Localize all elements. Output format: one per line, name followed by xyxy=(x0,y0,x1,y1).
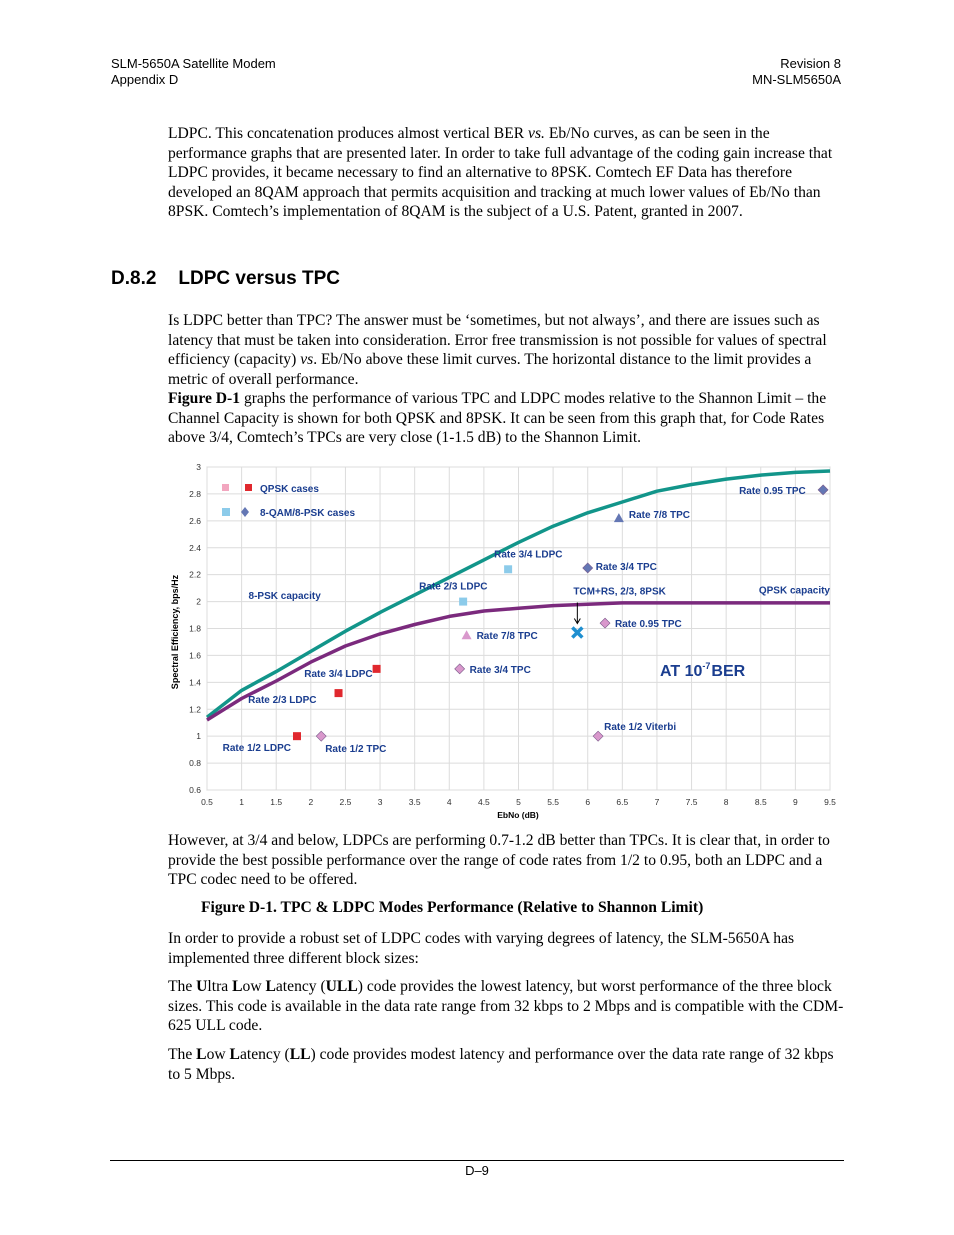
legend-qpsk-label: QPSK cases xyxy=(260,484,319,495)
legend-8psk-label: 8-QAM/8-PSK cases xyxy=(260,508,356,519)
page-number: D–9 xyxy=(465,1163,489,1178)
legend-8psk-light-swatch xyxy=(222,508,230,516)
x-tick-label: 9.5 xyxy=(824,797,836,807)
text: ltra xyxy=(207,978,233,995)
page-header-right xyxy=(752,56,841,88)
paragraph-ll xyxy=(168,1045,844,1084)
paragraph-ldpc-vs-tpc xyxy=(168,311,844,389)
section-number: D.8.2 xyxy=(111,268,157,289)
paragraph-ldpc-advantage: However, at 3/4 and below, LDPCs are performing 0.7-1.2 dB better than TPCs. It is clear that, in order to provide the best possible performance over the range of code rates from 1/2 to 0.95, both an LDPC and a TPC codec need to be offered. xyxy=(168,832,830,889)
point-marker-square xyxy=(293,732,301,740)
performance-chart xyxy=(168,458,834,823)
header-doc-number: MN-SLM5650A xyxy=(752,72,841,87)
x-tick-label: 3 xyxy=(377,797,383,807)
x-tick-label: 1.5 xyxy=(270,797,283,807)
footer-rule xyxy=(110,1160,844,1161)
point-label: Rate 2/3 LDPC xyxy=(419,581,488,593)
point-marker-square xyxy=(504,565,512,573)
y-tick-label: 1.6 xyxy=(189,650,201,661)
point-label: Rate 1/2 Viterbi xyxy=(604,722,677,734)
legend-qpsk-light-swatch xyxy=(222,484,229,491)
text-bold: ULL xyxy=(325,978,358,995)
x-tick-label: 2 xyxy=(308,797,314,807)
text-italic: vs. xyxy=(528,125,545,142)
x-tick-label: 7.5 xyxy=(685,797,698,807)
y-tick-label: 2.6 xyxy=(189,515,201,526)
y-tick-label: 1.8 xyxy=(189,623,201,634)
chart-y-label: Spectral Efficiency, bps/Hz xyxy=(170,574,180,690)
x-tick-label: 0.5 xyxy=(201,797,213,807)
x-tick-label: 8.5 xyxy=(754,797,767,807)
y-tick-label: 3 xyxy=(196,462,201,472)
point-label: TCM+RS, 2/3, 8PSK xyxy=(573,586,666,598)
page-header-left xyxy=(111,56,276,88)
text: . Eb/No above these limit curves. The horizontal distance to the limit provides a metric of overall performance. xyxy=(168,351,812,388)
x-tick-label: 6.5 xyxy=(616,797,629,807)
text-bold: L xyxy=(265,978,276,995)
x-tick-label: 5 xyxy=(516,797,521,807)
paragraph-ldpc-8qam xyxy=(168,124,844,222)
x-tick-label: 1 xyxy=(239,797,244,807)
y-tick-label: 1.2 xyxy=(189,704,201,715)
text-bold: L xyxy=(232,978,243,995)
text: The xyxy=(168,978,197,995)
point-label: Rate 3/4 TPC xyxy=(469,664,531,676)
series-label: 8-PSK capacity xyxy=(248,590,321,602)
ber-at: AT 10 xyxy=(660,663,703,680)
text: atency ( xyxy=(275,978,326,995)
text: ow xyxy=(242,978,266,995)
series-label: QPSK capacity xyxy=(758,585,830,597)
x-tick-label: 9 xyxy=(793,797,798,807)
text: ow xyxy=(206,1046,230,1063)
y-tick-label: 2.2 xyxy=(189,569,201,580)
x-tick-label: 3.5 xyxy=(408,797,421,807)
point-marker-square xyxy=(459,598,467,606)
x-tick-label: 5.5 xyxy=(547,797,560,807)
point-label: Rate 0.95 TPC xyxy=(615,619,682,631)
ber-exp: -7 xyxy=(702,661,711,671)
text: graphs the performance of various TPC and LDPC modes relative to the Shannon Limit – the Channel Capacity is shown for both QPSK and 8PSK. It can be seen from this graph that, for Code Rates above 3/4, Comtech’s TPCs are very close (1-1.5 dB) to the Shannon Limit. xyxy=(168,390,827,447)
text: LDPC. This concatenation produces almost vertical BER xyxy=(168,125,529,142)
section-heading xyxy=(111,268,340,290)
point-label: Rate 2/3 LDPC xyxy=(248,695,317,707)
text-bold: LL xyxy=(289,1046,311,1063)
y-tick-label: 0.8 xyxy=(189,758,201,769)
text-bold: L xyxy=(196,1046,207,1063)
point-label: Rate 7/8 TPC xyxy=(628,510,691,522)
x-tick-label: 4.5 xyxy=(477,797,490,807)
chart-x-label: EbNo (dB) xyxy=(497,810,539,820)
x-tick-label: 7 xyxy=(654,797,660,807)
point-label: Rate 1/2 LDPC xyxy=(222,743,291,755)
point-label: Rate 3/4 LDPC xyxy=(494,549,563,561)
ber-label: BER xyxy=(711,663,746,680)
figure-caption: Figure D-1. TPC & LDPC Modes Performance (Relative to Shannon Limit) xyxy=(201,899,704,916)
figure-reference-link[interactable]: Figure D-1 xyxy=(168,390,241,407)
paragraph-block-sizes: In order to provide a robust set of LDPC codes with varying degrees of latency, the SLM-5650A has implemented three different block sizes: xyxy=(168,930,795,967)
text: Is LDPC better than TPC? The answer must be ‘sometimes, but not always’, and there are issues such as latency that must be taken into consideration. Error free transmission is not possible for values of spectral efficiency (capacity) xyxy=(168,312,827,369)
y-tick-label: 0.6 xyxy=(189,785,201,795)
x-tick-label: 2.5 xyxy=(339,797,352,807)
text-bold: L xyxy=(229,1046,240,1063)
header-appendix: Appendix D xyxy=(111,72,179,87)
point-label: Rate 3/4 TPC xyxy=(595,561,657,573)
text-italic: vs xyxy=(300,351,314,369)
text: atency ( xyxy=(239,1046,290,1063)
text-bold: U xyxy=(196,978,208,995)
text: ) code provides the lowest latency, but worst performance of the three block sizes. This code is available in the data rate range from 32 kbps to 2 Mbps and is compatible with the CDM-625 ULL code. xyxy=(168,978,844,1035)
y-tick-label: 1 xyxy=(196,731,201,742)
paragraph-figure-reference xyxy=(168,389,844,448)
y-tick-label: 1.4 xyxy=(189,677,201,688)
x-tick-label: 4 xyxy=(446,797,452,807)
y-tick-label: 2.4 xyxy=(189,542,201,553)
y-tick-label: 2 xyxy=(196,596,201,607)
point-marker-square xyxy=(335,689,343,697)
header-product: SLM-5650A Satellite Modem xyxy=(111,56,276,71)
section-title: LDPC versus TPC xyxy=(178,268,340,289)
legend-qpsk-swatch xyxy=(245,484,252,491)
x-tick-label: 8 xyxy=(723,797,729,807)
point-label: Rate 0.95 TPC xyxy=(739,485,806,497)
paragraph-ull xyxy=(168,977,844,1036)
x-tick-label: 6 xyxy=(585,797,591,807)
point-label: Rate 1/2 TPC xyxy=(325,744,387,756)
point-label: Rate 7/8 TPC xyxy=(476,631,538,643)
point-marker-square xyxy=(373,665,381,673)
y-tick-label: 2.8 xyxy=(189,488,201,499)
header-revision: Revision 8 xyxy=(780,56,841,71)
text: ) code provides modest latency and performance over the data rate range of 32 kbps to 5 Mbps. xyxy=(168,1046,834,1083)
text: Eb/No curves, as can be seen in the performance graphs that are presented later. In order to take full advantage of the coding gain increase that LDPC provides, it became necessary to find an alternative to 8PSK. Comtech EF Data has therefore developed an 8QAM approach that permits acquisition and tracking at much lower values of Eb/No than 8PSK. Comtech’s implementation of 8QAM is the subject of a U.S. Patent, granted in 2007. xyxy=(168,125,833,221)
point-label: Rate 3/4 LDPC xyxy=(304,668,373,680)
text: The xyxy=(168,1046,197,1063)
